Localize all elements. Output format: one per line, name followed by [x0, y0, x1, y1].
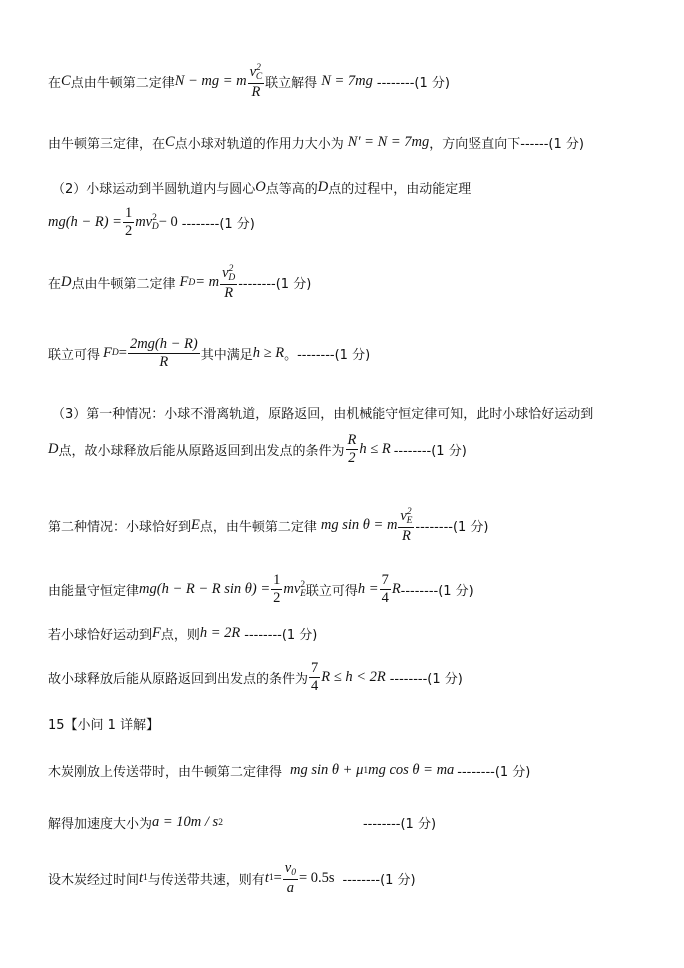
score-note: --------(1 分) — [393, 443, 467, 459]
text: 点由牛顿第二定律 — [71, 277, 176, 293]
text: 其中满足 — [200, 347, 253, 363]
math: mg(h − R) = — [48, 213, 122, 230]
math: F — [179, 274, 189, 291]
math: a — [286, 879, 294, 896]
subscript: D — [111, 348, 119, 359]
subscript: 1 — [143, 873, 148, 884]
math: 4 — [381, 589, 389, 606]
line-2 — [48, 133, 584, 152]
subscript: E — [406, 516, 413, 526]
subscript: 1 — [363, 765, 369, 776]
score-note: --------(1 分) — [238, 277, 312, 293]
math: N = 7mg — [321, 73, 373, 90]
text: 联立可得 — [48, 347, 101, 363]
subscript: 0 — [291, 868, 296, 878]
fraction — [271, 572, 282, 606]
math: mg sin θ + μ — [290, 762, 364, 778]
math: 7 — [381, 572, 389, 588]
text: 点，则 — [160, 628, 200, 643]
fraction — [309, 660, 320, 694]
score-note: --------(1 分) — [244, 628, 318, 643]
math: = — [118, 344, 127, 361]
math: h ≤ R — [359, 440, 391, 457]
line-14 — [48, 761, 530, 780]
subscript: 1 — [268, 873, 274, 884]
fraction — [398, 507, 414, 545]
math: C — [165, 134, 175, 150]
math: v — [400, 508, 407, 524]
text: （2）小球运动到半圆轨道内与圆心 — [52, 182, 256, 197]
score-note: --------(1 分) — [389, 671, 463, 687]
superscript: 2 — [218, 817, 223, 828]
text: 故小球释放后能从原路返回到出发点的条件为 — [48, 671, 309, 687]
math: = — [273, 869, 282, 886]
superscript: 2 — [406, 507, 412, 517]
text: 联立解得 — [265, 76, 318, 92]
subscript: D — [188, 277, 196, 288]
score-note: --------(1 分) — [457, 765, 531, 780]
line-16 — [48, 860, 416, 897]
math: R — [401, 527, 411, 544]
score-note: --------(1 分) — [362, 817, 437, 832]
text: 在 — [48, 277, 62, 293]
text: （3）第一种情况：小球不滑离轨道，原路返回，由机械能守恒定律可知，此时小球恰好运动到 — [52, 407, 594, 422]
text: 由牛顿第三定律，在 — [48, 137, 166, 152]
score-note: --------(1 分) — [376, 76, 450, 92]
line-4 — [48, 205, 255, 239]
math: v — [249, 64, 257, 80]
fraction — [380, 572, 391, 606]
line-10 — [48, 572, 474, 606]
math: R ≤ h < 2R — [321, 668, 386, 685]
math: 1 — [124, 205, 133, 221]
line-12 — [48, 660, 463, 694]
math: 1 — [273, 572, 281, 588]
text: 点，故小球释放后能从原路返回到出发点的条件为 — [58, 443, 345, 459]
math: t — [139, 869, 144, 886]
superscript: 2 — [228, 264, 234, 274]
math: R — [391, 580, 401, 597]
math: h = 2R — [199, 625, 241, 641]
math: 7 — [311, 660, 319, 676]
math: F — [152, 625, 161, 641]
math: mv — [135, 213, 153, 230]
fraction — [123, 205, 134, 239]
math: = m — [195, 274, 220, 291]
text: 点，由牛顿第二定律 — [199, 520, 317, 536]
fraction — [220, 264, 237, 302]
math: R — [347, 432, 357, 448]
math: mg sin θ = m — [320, 517, 398, 534]
score-note: --------(1 分) — [400, 583, 474, 599]
math: F — [103, 344, 112, 361]
subscript: D — [228, 273, 236, 283]
line-15 — [48, 813, 436, 832]
text: 木炭刚放上传送带时，由牛顿第二定律得 — [48, 765, 283, 780]
superscript: 2 — [256, 63, 261, 73]
math: 4 — [311, 677, 319, 694]
line-8 — [48, 432, 467, 466]
math: mg(h − R − R sin θ) = — [139, 580, 271, 597]
score-note: 。--------(1 分) — [284, 347, 371, 363]
math: 2 — [273, 589, 281, 606]
math: R — [159, 353, 169, 370]
score-note: --------(1 分) — [415, 520, 489, 536]
math: D — [48, 440, 59, 457]
fraction — [283, 860, 298, 897]
text: 解得加速度大小为 — [48, 817, 153, 832]
fraction — [346, 432, 359, 466]
math: N′ = N = 7mg — [347, 134, 430, 150]
text: ，方向竖直向下------(1 分) — [429, 137, 584, 152]
math: R — [251, 83, 261, 100]
superscript: 2 — [300, 579, 306, 590]
math: v — [284, 860, 292, 876]
math: R — [224, 284, 234, 301]
line-5 — [48, 264, 311, 302]
text: 与传送带共速，则有 — [147, 872, 265, 888]
math: v — [222, 265, 229, 281]
subscript: E — [300, 588, 306, 599]
score-note: --------(1 分) — [181, 216, 255, 232]
line-7 — [52, 403, 593, 422]
math: D — [61, 274, 72, 291]
text: 由能量守恒定律 — [48, 583, 140, 599]
fraction — [248, 63, 265, 101]
math: a = 10m / s — [152, 814, 219, 830]
heading-text: 15【小问 1 详解】 — [48, 718, 160, 733]
math: h = — [357, 580, 379, 597]
text: 设木炭经过时间 — [48, 872, 140, 888]
line-11 — [48, 624, 317, 643]
math: mv — [283, 580, 301, 597]
line-1 — [48, 63, 450, 101]
math: D — [317, 179, 329, 195]
text: 点的过程中，由动能定理 — [328, 182, 472, 197]
math: 2mg(h − R) — [129, 336, 198, 352]
math: = 0.5s — [298, 869, 335, 886]
math: − 0 — [158, 213, 178, 230]
math: E — [191, 517, 200, 534]
subscript: C — [255, 72, 263, 82]
math: 2 — [124, 222, 133, 239]
math: t — [264, 869, 269, 886]
math: N − mg = m — [174, 73, 247, 90]
fraction — [128, 336, 200, 370]
math: h ≥ R — [252, 344, 285, 361]
superscript: 2 — [152, 212, 157, 223]
subscript: D — [151, 221, 159, 232]
text: 在 — [48, 76, 62, 92]
text: 联立可得 — [305, 583, 358, 599]
text: 点小球对轨道的作用力大小为 — [174, 137, 344, 152]
text: 第二种情况：小球恰好到 — [48, 520, 192, 536]
section-heading — [48, 714, 159, 733]
math: O — [255, 179, 266, 195]
line-6 — [48, 336, 370, 370]
math: 2 — [348, 449, 356, 466]
text: 若小球恰好运动到 — [48, 628, 153, 643]
text: 点等高的 — [265, 182, 318, 197]
text: 点由牛顿第二定律 — [70, 76, 175, 92]
math: mg cos θ = ma — [368, 762, 455, 778]
math: C — [61, 73, 71, 90]
line-3 — [52, 178, 471, 197]
line-9 — [48, 507, 489, 545]
score-note: --------(1 分) — [342, 872, 416, 888]
